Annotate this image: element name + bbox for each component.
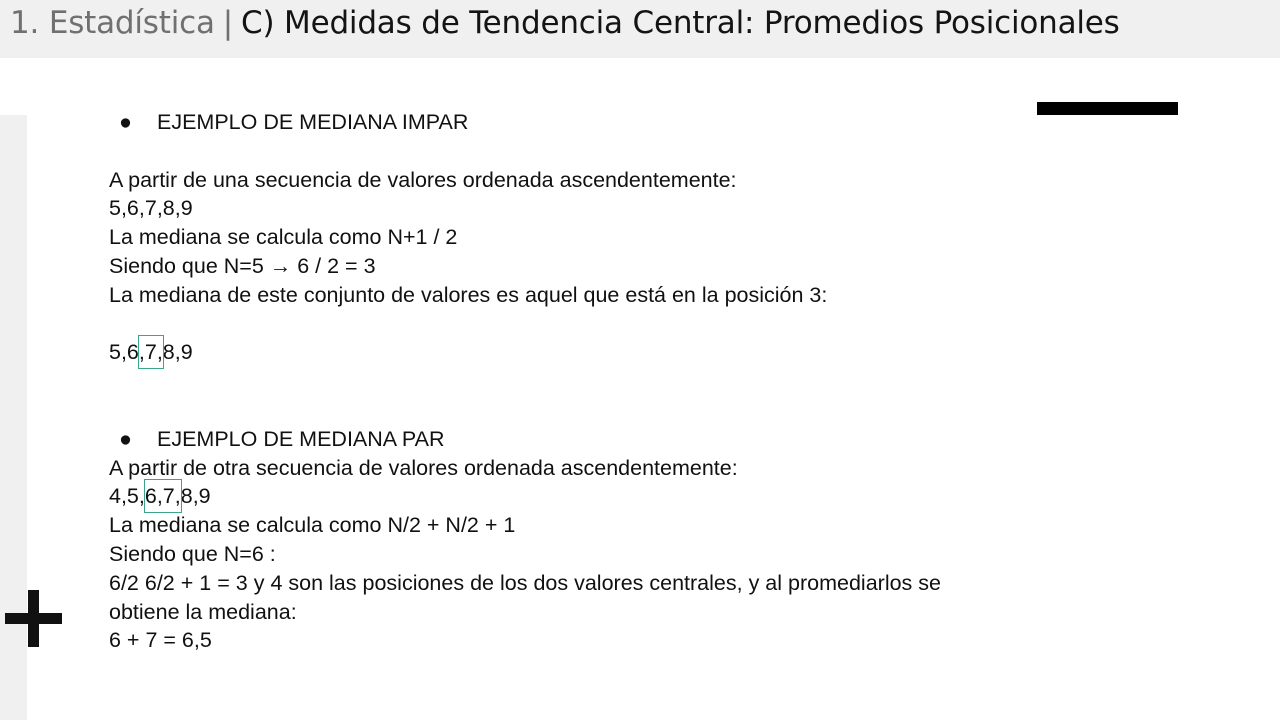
slide-header [0, 0, 1280, 58]
odd-conclusion: La mediana de este conjunto de valores es aquel que está en la posición 3: [109, 282, 828, 307]
even-median-highlight: 6,7, [145, 480, 181, 512]
odd-intro: A partir de una secuencia de valores ordenada ascendentemente: [109, 167, 737, 192]
odd-seq-after: 8,9 [162, 340, 193, 365]
bullet-icon: ● [119, 426, 132, 451]
odd-seq-before: 5,6 [109, 340, 139, 365]
slide-title: C) Medidas de Tendencia Central: Promedios Posicionales [241, 5, 1120, 41]
even-given: Siendo que N=6 : [109, 541, 276, 566]
odd-median-highlight: ,7, [139, 336, 163, 368]
decorative-black-bar [1037, 102, 1178, 115]
even-seq-before: 4,5, [109, 484, 145, 509]
even-highlighted-sequence [109, 482, 941, 511]
slide-title-bar [10, 3, 1120, 43]
odd-given: Siendo que N=5 → 6 / 2 = 3 [109, 253, 376, 278]
bullet-icon: ● [119, 110, 132, 134]
plus-icon [5, 590, 62, 647]
even-seq-after: 8,9 [180, 484, 211, 509]
even-explanation: 6/2 6/2 + 1 = 3 y 4 son las posiciones de los dos valores centrales, y al promediarlos se obtiene la mediana: [109, 570, 941, 624]
odd-heading-text: EJEMPLO DE MEDIANA IMPAR [157, 110, 469, 134]
even-formula: La mediana se calcula como N/2 + N/2 + 1 [109, 513, 516, 538]
odd-highlighted-sequence [109, 338, 941, 367]
even-intro: A partir de otra secuencia de valores ordenada ascendentemente: [109, 455, 738, 480]
slide-body [109, 108, 941, 655]
even-heading-text: EJEMPLO DE MEDIANA PAR [157, 426, 445, 451]
even-example-heading [109, 425, 941, 454]
odd-sequence: 5,6,7,8,9 [109, 196, 193, 221]
section-label: 1. Estadística [10, 5, 215, 41]
odd-formula: La mediana se calcula como N+1 / 2 [109, 225, 458, 250]
title-separator: | [222, 5, 234, 41]
even-result: 6 + 7 = 6,5 [109, 628, 212, 653]
odd-example-heading [109, 108, 941, 137]
